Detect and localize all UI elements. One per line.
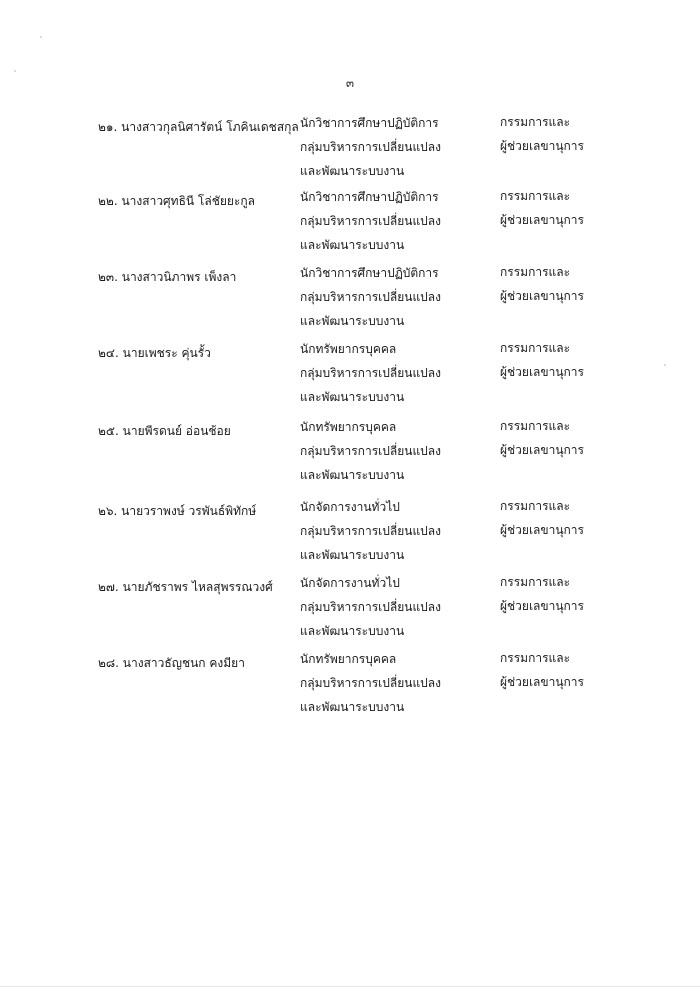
member-position	[300, 571, 441, 643]
role-line: ผู้ช่วยเลขานุการ	[500, 675, 584, 689]
position-line: และพัฒนาระบบงาน	[300, 164, 405, 178]
position-line: กลุ่มบริหารการเปลี่ยนแปลง	[300, 676, 442, 690]
position-line: และพัฒนาระบบงาน	[300, 390, 405, 404]
position-line: นักวิชาการศึกษาปฏิบัติการ	[300, 190, 439, 204]
position-line: กลุ่มบริหารการเปลี่ยนแปลง	[300, 214, 442, 228]
committee-role	[500, 336, 584, 384]
committee-entry-26	[0, 499, 700, 582]
role-line: ผู้ช่วยเลขานุการ	[500, 289, 584, 303]
member-name: ๒๗. นายภัชราพร ไหลสุพรรณวงศ์	[98, 580, 273, 594]
role-line: ผู้ช่วยเลขานุการ	[500, 443, 584, 457]
position-line: และพัฒนาระบบงาน	[300, 238, 405, 252]
committee-entry-24	[0, 341, 700, 424]
position-line: และพัฒนาระบบงาน	[300, 468, 405, 482]
member-position	[300, 337, 441, 409]
position-line: กลุ่มบริหารการเปลี่ยนแปลง	[300, 290, 442, 304]
member-name: ๒๒. นางสาวศุทธินี โล่ชัยยะกูล	[98, 194, 255, 208]
role-line: ผู้ช่วยเลขานุการ	[500, 523, 584, 537]
member-name: ๒๓. นางสาวนิภาพร เพ็งลา	[98, 270, 237, 284]
position-line: และพัฒนาระบบงาน	[300, 314, 405, 328]
member-position	[300, 185, 441, 257]
committee-entry-23	[0, 265, 700, 348]
position-line: นักวิชาการศึกษาปฏิบัติการ	[300, 116, 439, 130]
role-line: กรรมการและ	[500, 575, 571, 589]
position-line: กลุ่มบริหารการเปลี่ยนแปลง	[300, 366, 442, 380]
member-position	[300, 415, 441, 487]
committee-role	[500, 570, 584, 618]
role-line: ผู้ช่วยเลขานุการ	[500, 365, 584, 379]
committee-role	[500, 646, 584, 694]
position-line: และพัฒนาระบบงาน	[300, 700, 405, 714]
member-position	[300, 495, 441, 567]
scan-edge-line	[0, 986, 700, 987]
position-line: กลุ่มบริหารการเปลี่ยนแปลง	[300, 444, 442, 458]
scan-speck	[14, 70, 16, 72]
committee-role	[500, 184, 584, 232]
committee-entry-28	[0, 651, 700, 734]
member-name: ๒๑. นางสาวกุลนิศารัตน์ โภคินเดชสกุล	[98, 120, 299, 134]
position-line: นักทรัพยากรบุคคล	[300, 652, 397, 666]
member-position	[300, 647, 441, 719]
member-name: ๒๘. นางสาวธัญชนก คงมียา	[98, 656, 245, 670]
committee-entry-25	[0, 419, 700, 502]
committee-entry-22	[0, 189, 700, 272]
position-line: นักทรัพยากรบุคคล	[300, 342, 397, 356]
role-line: กรรมการและ	[500, 419, 571, 433]
page-number: ๓	[345, 76, 355, 90]
position-line: นักวิชาการศึกษาปฏิบัติการ	[300, 266, 439, 280]
position-line: และพัฒนาระบบงาน	[300, 624, 405, 638]
member-name: ๒๔. นายเพชระ คุ่นรั้ว	[98, 346, 211, 360]
role-line: กรรมการและ	[500, 265, 571, 279]
position-line: นักทรัพยากรบุคคล	[300, 420, 397, 434]
role-line: กรรมการและ	[500, 115, 571, 129]
position-line: กลุ่มบริหารการเปลี่ยนแปลง	[300, 524, 442, 538]
role-line: กรรมการและ	[500, 499, 571, 513]
role-line: ผู้ช่วยเลขานุการ	[500, 139, 584, 153]
member-position	[300, 111, 441, 183]
role-line: กรรมการและ	[500, 341, 571, 355]
committee-role	[500, 260, 584, 308]
committee-entry-27	[0, 575, 700, 658]
position-line: กลุ่มบริหารการเปลี่ยนแปลง	[300, 600, 442, 614]
role-line: กรรมการและ	[500, 651, 571, 665]
role-line: ผู้ช่วยเลขานุการ	[500, 599, 584, 613]
position-line: และพัฒนาระบบงาน	[300, 548, 405, 562]
committee-role	[500, 494, 584, 542]
scan-speck	[40, 36, 42, 38]
scan-speck	[664, 364, 666, 366]
role-line: กรรมการและ	[500, 189, 571, 203]
committee-role	[500, 414, 584, 462]
position-line: นักจัดการงานทั่วไป	[300, 500, 400, 514]
role-line: ผู้ช่วยเลขานุการ	[500, 213, 584, 227]
member-name: ๒๖. นายวราพงษ์ วรพันธ์พิทักษ์	[98, 504, 257, 518]
position-line: กลุ่มบริหารการเปลี่ยนแปลง	[300, 140, 442, 154]
member-name: ๒๕. นายพีรดนย์ อ่อนช้อย	[98, 424, 231, 438]
position-line: นักจัดการงานทั่วไป	[300, 576, 400, 590]
committee-role	[500, 110, 584, 158]
member-position	[300, 261, 441, 333]
